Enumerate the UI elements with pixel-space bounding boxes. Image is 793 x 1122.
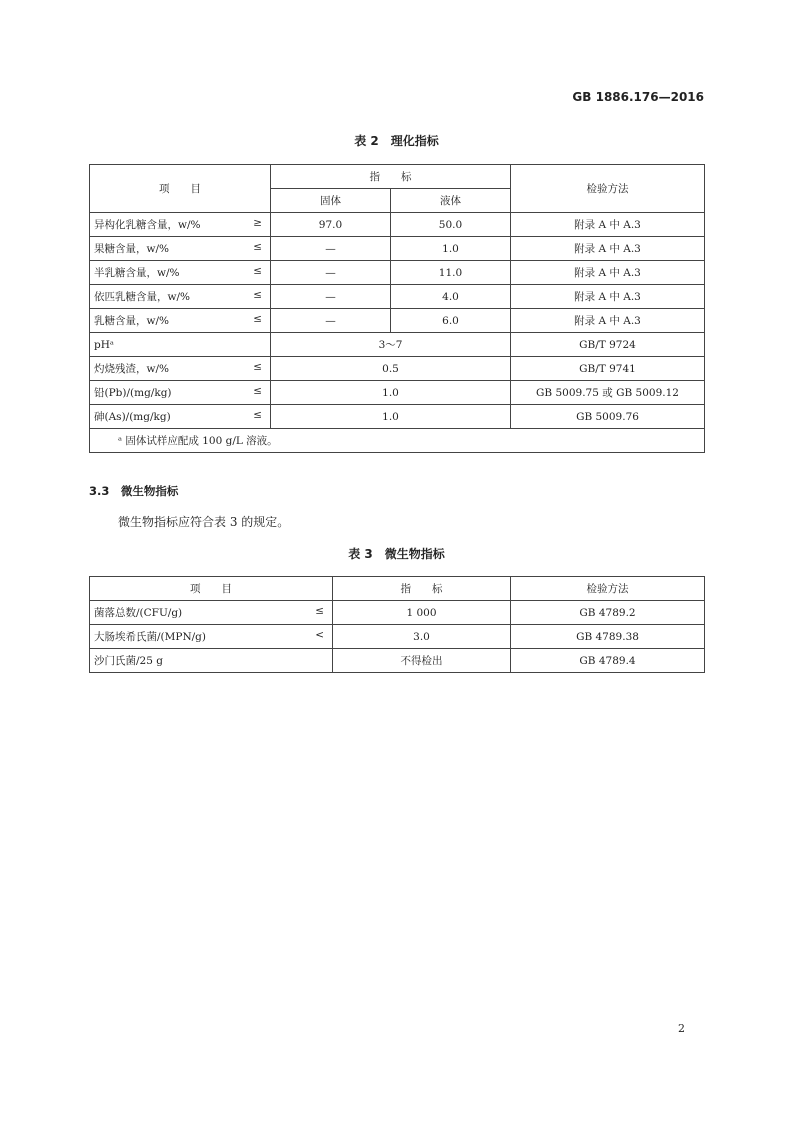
item-cell xyxy=(90,601,333,625)
th-method: 检验方法 xyxy=(511,165,705,213)
item-label: 半乳糖含量，w/% xyxy=(94,267,180,279)
item-cell xyxy=(90,625,333,649)
table-row xyxy=(90,649,705,673)
item-label: 乳糖含量，w/% xyxy=(94,315,170,327)
item-cell xyxy=(90,405,271,429)
liquid-value: 50.0 xyxy=(391,213,511,237)
table-row xyxy=(90,333,705,357)
table-row xyxy=(90,309,705,333)
th-solid: 固体 xyxy=(271,189,391,213)
comparison-symbol: ≤ xyxy=(253,385,262,397)
th-liquid: 液体 xyxy=(391,189,511,213)
item-label: 依匹乳糖含量，w/% xyxy=(94,291,191,303)
item-cell xyxy=(90,333,271,357)
solid-value: — xyxy=(271,285,391,309)
method-value: GB/T 9741 xyxy=(511,357,705,381)
th-index: 指 标 xyxy=(333,577,511,601)
table-row xyxy=(90,285,705,309)
item-label: 铅(Pb)/(mg/kg) xyxy=(94,387,172,399)
item-label: 异构化乳糖含量，w/% xyxy=(94,219,201,231)
liquid-value: 6.0 xyxy=(391,309,511,333)
table-row xyxy=(90,237,705,261)
item-cell xyxy=(90,213,271,237)
table-row xyxy=(90,261,705,285)
item-cell xyxy=(90,309,271,333)
item-cell xyxy=(90,285,271,309)
paragraph: 微生物指标应符合表 3 的规定。 xyxy=(118,515,290,529)
table3 xyxy=(89,576,705,673)
item-cell xyxy=(90,237,271,261)
comparison-symbol: ≤ xyxy=(253,313,262,325)
th-method: 检验方法 xyxy=(511,577,705,601)
comparison-symbol: ≥ xyxy=(253,217,262,229)
table2-footnote: ᵃ 固体试样应配成 100 g/L 溶液。 xyxy=(90,429,705,453)
comparison-symbol: ≤ xyxy=(253,265,262,277)
liquid-value: 11.0 xyxy=(391,261,511,285)
th-index: 指 标 xyxy=(271,165,511,189)
comparison-symbol: ≤ xyxy=(253,289,262,301)
table-row xyxy=(90,381,705,405)
standard-number: GB 1886.176—2016 xyxy=(572,90,704,104)
solid-value: — xyxy=(271,261,391,285)
method-value: GB/T 9724 xyxy=(511,333,705,357)
th-item: 项 目 xyxy=(90,165,271,213)
item-cell xyxy=(90,357,271,381)
table-row xyxy=(90,625,705,649)
solid-value: — xyxy=(271,309,391,333)
item-cell xyxy=(90,381,271,405)
method-value: GB 5009.75 或 GB 5009.12 xyxy=(511,381,705,405)
method-value: 附录 A 中 A.3 xyxy=(511,285,705,309)
index-value: 3～7 xyxy=(271,333,511,357)
comparison-symbol: ≤ xyxy=(253,241,262,253)
th-item: 项 目 xyxy=(90,577,333,601)
item-label: 果糖含量，w/% xyxy=(94,243,170,255)
index-value: 1 000 xyxy=(333,601,511,625)
item-label: 大肠埃希氏菌/(MPN/g) xyxy=(94,631,206,643)
method-value: GB 5009.76 xyxy=(511,405,705,429)
table2-caption: 表 2 理化指标 xyxy=(354,134,439,148)
liquid-value: 4.0 xyxy=(391,285,511,309)
table-row xyxy=(90,357,705,381)
method-value: 附录 A 中 A.3 xyxy=(511,309,705,333)
item-label: 菌落总数/(CFU/g) xyxy=(94,607,183,619)
page-number: 2 xyxy=(678,1022,685,1035)
method-value: GB 4789.2 xyxy=(511,601,705,625)
method-value: 附录 A 中 A.3 xyxy=(511,213,705,237)
index-value: 0.5 xyxy=(271,357,511,381)
index-value: 1.0 xyxy=(271,405,511,429)
index-value: 3.0 xyxy=(333,625,511,649)
item-label: 砷(As)/(mg/kg) xyxy=(94,411,171,423)
comparison-symbol: ≤ xyxy=(253,361,262,373)
comparison-symbol: ≤ xyxy=(253,409,262,421)
method-value: 附录 A 中 A.3 xyxy=(511,237,705,261)
comparison-symbol: ≤ xyxy=(315,605,324,617)
section-heading: 3.3 微生物指标 xyxy=(89,484,179,498)
method-value: GB 4789.4 xyxy=(511,649,705,673)
item-cell xyxy=(90,261,271,285)
table3-caption: 表 3 微生物指标 xyxy=(348,547,445,561)
index-value: 1.0 xyxy=(271,381,511,405)
item-label: 灼烧残渣，w/% xyxy=(94,363,170,375)
index-value: 不得检出 xyxy=(333,649,511,673)
solid-value: 97.0 xyxy=(271,213,391,237)
liquid-value: 1.0 xyxy=(391,237,511,261)
table-row xyxy=(90,405,705,429)
solid-value: — xyxy=(271,237,391,261)
item-label: pHᵃ xyxy=(94,338,114,351)
table-row xyxy=(90,213,705,237)
method-value: GB 4789.38 xyxy=(511,625,705,649)
method-value: 附录 A 中 A.3 xyxy=(511,261,705,285)
table2 xyxy=(89,164,705,453)
item-cell xyxy=(90,649,333,673)
table-row xyxy=(90,601,705,625)
item-label: 沙门氏菌/25 g xyxy=(94,655,163,667)
comparison-symbol: < xyxy=(315,629,324,641)
